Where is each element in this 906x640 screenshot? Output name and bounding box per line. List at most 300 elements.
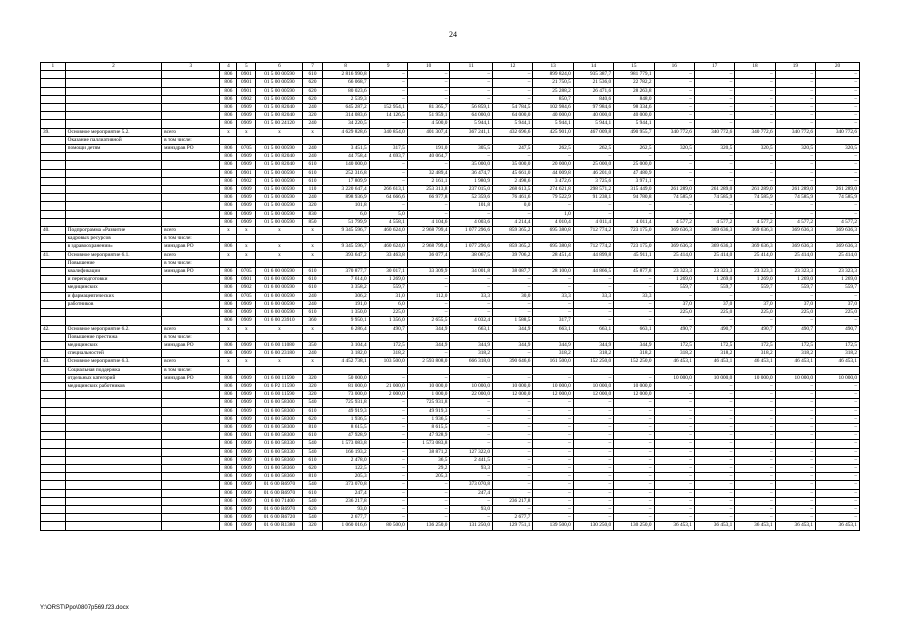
table-cell: 0909 [237, 497, 256, 505]
activity-name-cell: кадровых ресурсов [65, 235, 161, 243]
table-cell: 315 449,0 [614, 186, 654, 194]
table-cell: – [369, 71, 407, 79]
table-cell: 3 220 647,4 [322, 186, 369, 194]
table-cell: 39 706,2 [493, 251, 533, 259]
table-row [41, 284, 860, 292]
table-cell: – [450, 79, 493, 87]
table-cell: 1 350,0 [322, 309, 369, 317]
table-cell: 344,9 [533, 341, 573, 349]
table-cell: 4 577,2 [654, 218, 694, 226]
table-cell: 806 [220, 218, 237, 226]
table-cell: 0909 [237, 153, 256, 161]
table-cell: – [369, 448, 407, 456]
table-cell: – [654, 489, 694, 497]
row-number-cell [41, 423, 66, 431]
table-cell: – [775, 112, 815, 120]
column-number-header: 7 [303, 63, 322, 71]
table-cell: 12 000,0 [614, 391, 654, 399]
table-row [41, 522, 860, 530]
table-cell: 51 799,9 [322, 218, 369, 226]
executor-cell [162, 464, 220, 472]
table-row [41, 292, 860, 300]
table-cell: – [775, 489, 815, 497]
table-cell: 806 [220, 268, 237, 276]
row-number-cell [41, 350, 66, 358]
table-cell: 01 5 00 00590 [256, 177, 303, 185]
table-cell: – [654, 79, 694, 87]
table-cell: – [654, 448, 694, 456]
table-cell: – [533, 374, 573, 382]
table-cell: – [694, 399, 734, 407]
table-cell: 2 968 799,4 [407, 243, 450, 251]
table-cell: x [256, 325, 303, 333]
table-row [41, 95, 860, 103]
column-number-header: 5 [237, 63, 256, 71]
table-cell: – [775, 153, 815, 161]
table-cell: 47 928,9 [407, 432, 450, 440]
table-cell: 467 009,8 [573, 128, 613, 136]
table-cell: – [816, 210, 860, 218]
column-number-header: 1 [41, 63, 66, 71]
activity-name-cell [65, 440, 161, 448]
table-cell: 806 [220, 456, 237, 464]
row-number-cell [41, 194, 66, 202]
table-cell: 98 334,6 [614, 104, 654, 112]
table-cell: – [694, 161, 734, 169]
table-cell [407, 259, 450, 267]
table-cell: 490 955,7 [614, 128, 654, 136]
table-cell: x [256, 243, 303, 251]
table-cell [533, 235, 573, 243]
table-cell: 4 577,2 [816, 218, 860, 226]
table-cell: – [369, 169, 407, 177]
table-cell: 44 899,8 [573, 251, 613, 259]
table-cell: – [654, 382, 694, 390]
table-cell: – [694, 391, 734, 399]
executor-cell: всего [162, 251, 220, 259]
activity-name-cell [65, 432, 161, 440]
table-row [41, 481, 860, 489]
table-cell [256, 259, 303, 267]
table-cell: 360 [303, 317, 322, 325]
row-number-cell [41, 79, 66, 87]
table-cell: – [450, 71, 493, 79]
activity-name-cell [65, 177, 161, 185]
table-cell: – [654, 464, 694, 472]
table-cell: 247,5 [493, 145, 533, 153]
table-cell: 10 000,0 [816, 374, 860, 382]
activity-name-cell [65, 415, 161, 423]
table-cell: – [614, 317, 654, 325]
table-cell: 1 356,0 [369, 317, 407, 325]
table-cell: 318,2 [533, 350, 573, 358]
executor-cell: в том числе: [162, 136, 220, 144]
table-cell: 01 5 00 00590 [256, 218, 303, 226]
table-cell: 723 175,0 [614, 243, 654, 251]
table-cell [493, 259, 533, 267]
table-cell: – [573, 284, 613, 292]
table-cell: – [654, 202, 694, 210]
table-cell: 46 453,1 [816, 358, 860, 366]
table-cell: 101,8 [450, 202, 493, 210]
table-cell: – [573, 514, 613, 522]
column-number-header: 3 [162, 63, 220, 71]
table-cell: – [369, 87, 407, 95]
table-cell: 4 010,4 [533, 218, 573, 226]
table-cell: 240 [303, 292, 322, 300]
table-cell: – [369, 161, 407, 169]
table-cell [694, 366, 734, 374]
table-cell: – [450, 423, 493, 431]
executor-cell [162, 317, 220, 325]
row-number-cell [41, 333, 66, 341]
table-cell: – [775, 161, 815, 169]
table-cell: 0909 [237, 300, 256, 308]
activity-name-cell: и переподготовки [65, 276, 161, 284]
table-cell: – [735, 71, 775, 79]
table-row [41, 333, 860, 341]
table-row [41, 309, 860, 317]
table-cell: 2 968 799,4 [407, 227, 450, 235]
row-number-cell [41, 268, 66, 276]
table-cell: 317,5 [369, 145, 407, 153]
table-cell: – [775, 71, 815, 79]
column-number-header: 20 [816, 63, 860, 71]
activity-name-cell [65, 120, 161, 128]
table-cell [369, 333, 407, 341]
table-cell: 0909 [237, 317, 256, 325]
table-cell: 30,0 [493, 292, 533, 300]
table-cell: – [775, 514, 815, 522]
table-cell: – [694, 120, 734, 128]
table-cell: – [816, 177, 860, 185]
table-cell: 23 323,3 [775, 268, 815, 276]
table-cell: x [256, 358, 303, 366]
table-cell: – [614, 202, 654, 210]
executor-cell [162, 300, 220, 308]
table-cell: 74 585,9 [816, 194, 860, 202]
table-cell: 01 6 00 58300 [256, 399, 303, 407]
table-cell: – [369, 120, 407, 128]
table-cell: 806 [220, 317, 237, 325]
table-cell: 129 751,1 [493, 522, 533, 530]
table-cell: – [654, 71, 694, 79]
table-cell: – [450, 440, 493, 448]
table-cell [322, 333, 369, 341]
activity-name-cell [65, 186, 161, 194]
table-cell: 25 414,0 [735, 251, 775, 259]
table-cell: 540 [303, 497, 322, 505]
table-cell: 205,3 [407, 473, 450, 481]
table-cell: 369 636,3 [654, 227, 694, 235]
table-cell: 36 453,1 [816, 522, 860, 530]
table-cell: – [654, 473, 694, 481]
table-cell: 725 931,8 [407, 399, 450, 407]
table-cell: 80 023,6 [322, 87, 369, 95]
table-cell: – [407, 276, 450, 284]
table-cell: 36 453,1 [775, 522, 815, 530]
executor-cell [162, 440, 220, 448]
table-cell: – [573, 202, 613, 210]
table-cell [256, 235, 303, 243]
table-cell: 01 6 00 58300 [256, 407, 303, 415]
table-cell: 350 [303, 341, 322, 349]
table-cell: 12 000,0 [573, 391, 613, 399]
table-cell: – [654, 210, 694, 218]
table-cell: 6,0 [369, 300, 407, 308]
table-cell: 252 316,8 [322, 169, 369, 177]
table-cell [573, 235, 613, 243]
table-cell: 274 621,8 [533, 186, 573, 194]
table-cell: 0909 [237, 440, 256, 448]
table-cell: – [407, 87, 450, 95]
table-cell: – [573, 423, 613, 431]
table-cell: 2 478,0 [322, 456, 369, 464]
table-cell: – [407, 300, 450, 308]
table-cell: 36 453,1 [654, 522, 694, 530]
table-cell: 0,0 [493, 202, 533, 210]
table-cell: – [735, 440, 775, 448]
table-cell: x [256, 227, 303, 235]
table-cell: 268 613,5 [493, 186, 533, 194]
table-cell [816, 259, 860, 267]
table-cell: 318,2 [573, 350, 613, 358]
table-cell: 01 5 00 00590 [256, 169, 303, 177]
table-cell: – [694, 473, 734, 481]
table-cell: 152 250,0 [614, 358, 654, 366]
executor-cell [162, 382, 220, 390]
table-cell: 810 [303, 423, 322, 431]
table-cell: 247,4 [322, 489, 369, 497]
table-cell: 262,5 [573, 145, 613, 153]
table-cell: 4 011,4 [614, 218, 654, 226]
table-cell: – [533, 399, 573, 407]
table-cell: 166 193,2 [322, 448, 369, 456]
table-cell: 205,3 [322, 473, 369, 481]
table-cell: – [775, 440, 815, 448]
table-cell: 46 453,1 [654, 358, 694, 366]
table-cell: 369 636,3 [735, 243, 775, 251]
table-cell: 4 214,4 [493, 218, 533, 226]
table-cell: – [407, 505, 450, 513]
table-cell: – [694, 71, 734, 79]
table-cell: 38 087,7 [493, 268, 533, 276]
table-cell: – [407, 481, 450, 489]
table-cell: – [775, 473, 815, 481]
table-cell: 0909 [237, 218, 256, 226]
table-cell: – [533, 432, 573, 440]
activity-name-cell: квалификации [65, 268, 161, 276]
table-cell: 369 636,3 [694, 227, 734, 235]
activity-name-cell [65, 317, 161, 325]
table-cell [303, 259, 322, 267]
table-cell: 01 6 00 58300 [256, 423, 303, 431]
table-cell: – [493, 464, 533, 472]
table-cell: 610 [303, 71, 322, 79]
table-cell: – [493, 440, 533, 448]
table-cell: 01 6 00 00590 [256, 300, 303, 308]
table-cell: 29,2 [407, 464, 450, 472]
table-cell: 52 359,6 [450, 194, 493, 202]
row-number-cell [41, 300, 66, 308]
row-number-cell [41, 464, 66, 472]
table-cell: 806 [220, 481, 237, 489]
table-cell: 172,5 [654, 341, 694, 349]
table-cell: 66 068,7 [322, 79, 369, 87]
table-cell: – [694, 87, 734, 95]
table-cell: 5 944,1 [493, 120, 533, 128]
row-number-cell: 39. [41, 128, 66, 136]
table-cell: 33 463,8 [369, 251, 407, 259]
table-cell: – [775, 104, 815, 112]
table-cell: 74 585,9 [654, 194, 694, 202]
table-cell: – [694, 440, 734, 448]
table-cell: – [694, 202, 734, 210]
table-cell: 31,0 [369, 292, 407, 300]
activity-name-cell: Основное мероприятие 6.1. [65, 251, 161, 259]
activity-name-cell: Оказание паллиативной [65, 136, 161, 144]
row-number-cell [41, 497, 66, 505]
column-number-header: 16 [654, 63, 694, 71]
table-cell: 172,5 [775, 341, 815, 349]
table-row [41, 120, 860, 128]
activity-name-cell [65, 112, 161, 120]
table-cell: – [694, 95, 734, 103]
table-cell: – [654, 292, 694, 300]
table-cell: 0909 [237, 341, 256, 349]
row-number-cell [41, 481, 66, 489]
table-cell: 01 6 Р2 11590 [256, 382, 303, 390]
table-cell: 6,0 [322, 210, 369, 218]
table-cell: 4 104,6 [407, 218, 450, 226]
table-cell: – [735, 292, 775, 300]
table-cell: – [735, 448, 775, 456]
table-cell: 261 289,0 [654, 186, 694, 194]
table-cell [533, 259, 573, 267]
table-row [41, 456, 860, 464]
row-number-cell [41, 186, 66, 194]
table-cell: – [450, 300, 493, 308]
table-row [41, 432, 860, 440]
executor-cell [162, 399, 220, 407]
table-cell [654, 259, 694, 267]
table-cell: – [775, 169, 815, 177]
table-cell [775, 136, 815, 144]
table-cell: – [369, 79, 407, 87]
table-cell: – [775, 120, 815, 128]
table-row [41, 186, 860, 194]
table-cell: 131 250,0 [450, 522, 493, 530]
table-cell: – [735, 473, 775, 481]
table-cell: – [654, 497, 694, 505]
table-cell: 5 944,1 [450, 120, 493, 128]
table-cell: 460 624,0 [369, 243, 407, 251]
table-cell: 81 365,7 [407, 104, 450, 112]
table-cell: – [493, 210, 533, 218]
table-cell: 0901 [237, 169, 256, 177]
table-cell: – [369, 464, 407, 472]
table-cell: – [407, 374, 450, 382]
table-row [41, 177, 860, 185]
row-number-cell [41, 104, 66, 112]
column-number-header: 15 [614, 63, 654, 71]
table-cell: 1 269,0 [369, 276, 407, 284]
table-cell: 0901 [237, 276, 256, 284]
table-cell: – [694, 497, 734, 505]
table-cell [816, 136, 860, 144]
table-cell: – [735, 407, 775, 415]
table-cell: – [775, 481, 815, 489]
table-cell: 122,5 [322, 464, 369, 472]
table-cell: 559,7 [654, 284, 694, 292]
table-cell: – [654, 391, 694, 399]
table-cell: 240 [303, 194, 322, 202]
table-cell: – [493, 448, 533, 456]
table-cell: 0909 [237, 210, 256, 218]
table-cell: 806 [220, 104, 237, 112]
table-cell: 320,5 [654, 145, 694, 153]
table-cell: 1 573 083,8 [407, 440, 450, 448]
table-cell: 340 854,0 [369, 128, 407, 136]
table-cell: – [450, 514, 493, 522]
table-cell: 0909 [237, 120, 256, 128]
table-cell: 1 573 083,8 [322, 440, 369, 448]
table-cell: – [573, 473, 613, 481]
table-cell: 850,7 [533, 95, 573, 103]
table-cell: 4 577,2 [694, 218, 734, 226]
table-cell [573, 136, 613, 144]
column-number-header: 6 [256, 63, 303, 71]
table-cell: – [816, 112, 860, 120]
table-cell: 0909 [237, 464, 256, 472]
table-cell: 2 816 990,8 [322, 71, 369, 79]
table-cell: – [654, 153, 694, 161]
table-cell: 54 784,5 [493, 104, 533, 112]
activity-name-cell: отдельных категорий [65, 374, 161, 382]
table-cell [694, 259, 734, 267]
table-cell: – [369, 440, 407, 448]
table-cell: 318,2 [369, 350, 407, 358]
table-cell [816, 333, 860, 341]
table-cell: 806 [220, 432, 237, 440]
table-cell: – [694, 169, 734, 177]
table-cell [407, 333, 450, 341]
executor-cell [162, 104, 220, 112]
table-cell: 01 6 00 58330 [256, 448, 303, 456]
table-cell: x [237, 227, 256, 235]
table-cell: – [369, 407, 407, 415]
executor-cell [162, 309, 220, 317]
table-cell: 33,3 [614, 292, 654, 300]
table-row [41, 71, 860, 79]
table-cell: 36 474,7 [450, 169, 493, 177]
table-cell: – [735, 202, 775, 210]
table-cell: 610 [303, 489, 322, 497]
table-cell: – [614, 473, 654, 481]
table-cell: 2 161,1 [407, 177, 450, 185]
row-number-cell [41, 218, 66, 226]
table-cell: 35 000,0 [493, 161, 533, 169]
table-cell: 320,5 [694, 145, 734, 153]
table-cell: 37,0 [694, 300, 734, 308]
table-cell: 540 [303, 448, 322, 456]
table-cell: 373 070,8 [322, 481, 369, 489]
table-cell: – [816, 423, 860, 431]
table-cell: x [237, 251, 256, 259]
table-cell: 340 772,6 [654, 128, 694, 136]
table-cell: 266 613,1 [369, 186, 407, 194]
table-cell: 806 [220, 497, 237, 505]
